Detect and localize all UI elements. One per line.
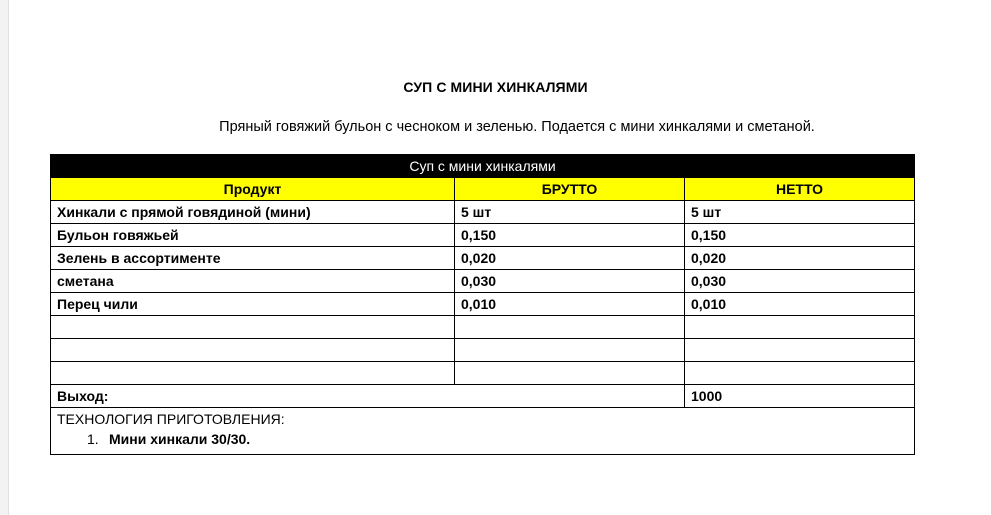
cell-product: Бульон говяжьей — [51, 224, 455, 247]
yield-value: 1000 — [685, 385, 915, 408]
cell-brutto — [455, 339, 685, 362]
cell-brutto: 0,030 — [455, 270, 685, 293]
technology-step — [57, 428, 914, 450]
cell-product — [51, 362, 455, 385]
yield-label: Выход: — [51, 385, 685, 408]
cell-netto — [685, 316, 915, 339]
cell-netto: 0,030 — [685, 270, 915, 293]
technology-heading: ТЕХНОЛОГИЯ ПРИГОТОВЛЕНИЯ: — [57, 411, 285, 427]
table-row-empty — [51, 339, 915, 362]
cell-netto: 0,020 — [685, 247, 915, 270]
cell-brutto: 0,150 — [455, 224, 685, 247]
step-text: Мини хинкали 30/30. — [109, 431, 251, 447]
document-title: СУП С МИНИ ХИНКАЛЯМИ — [403, 79, 588, 95]
cell-product: Перец чили — [51, 293, 455, 316]
step-number: 1. — [87, 431, 99, 447]
cell-brutto — [455, 316, 685, 339]
cell-product — [51, 316, 455, 339]
page-edge — [0, 0, 9, 515]
table-row — [51, 293, 915, 316]
cell-product: Зелень в ассортименте — [51, 247, 455, 270]
table-row — [51, 247, 915, 270]
header-netto: НЕТТО — [685, 178, 915, 201]
cell-netto — [685, 339, 915, 362]
yield-row — [51, 385, 915, 408]
header-product: Продукт — [51, 178, 455, 201]
table-row — [51, 224, 915, 247]
cell-netto: 5 шт — [685, 201, 915, 224]
technology-row — [51, 408, 915, 455]
cell-product: Хинкали с прямой говядиной (мини) — [51, 201, 455, 224]
cell-netto: 0,150 — [685, 224, 915, 247]
cell-brutto — [455, 362, 685, 385]
header-brutto: БРУТТО — [455, 178, 685, 201]
technology-cell — [51, 408, 915, 455]
cell-brutto: 5 шт — [455, 201, 685, 224]
table-row-empty — [51, 362, 915, 385]
cell-brutto: 0,010 — [455, 293, 685, 316]
table-title-row — [51, 155, 915, 178]
recipe-table — [50, 154, 915, 455]
table-row — [51, 201, 915, 224]
document-description: Пряный говяжий бульон с чесноком и зеленью. Подается с мини хинкалями и сметаной. — [219, 119, 815, 135]
table-row-empty — [51, 316, 915, 339]
table-header-row — [51, 178, 915, 201]
table-row — [51, 270, 915, 293]
table-title: Суп с мини хинкалями — [51, 155, 915, 178]
cell-product: сметана — [51, 270, 455, 293]
cell-product — [51, 339, 455, 362]
cell-netto: 0,010 — [685, 293, 915, 316]
cell-netto — [685, 362, 915, 385]
cell-brutto: 0,020 — [455, 247, 685, 270]
